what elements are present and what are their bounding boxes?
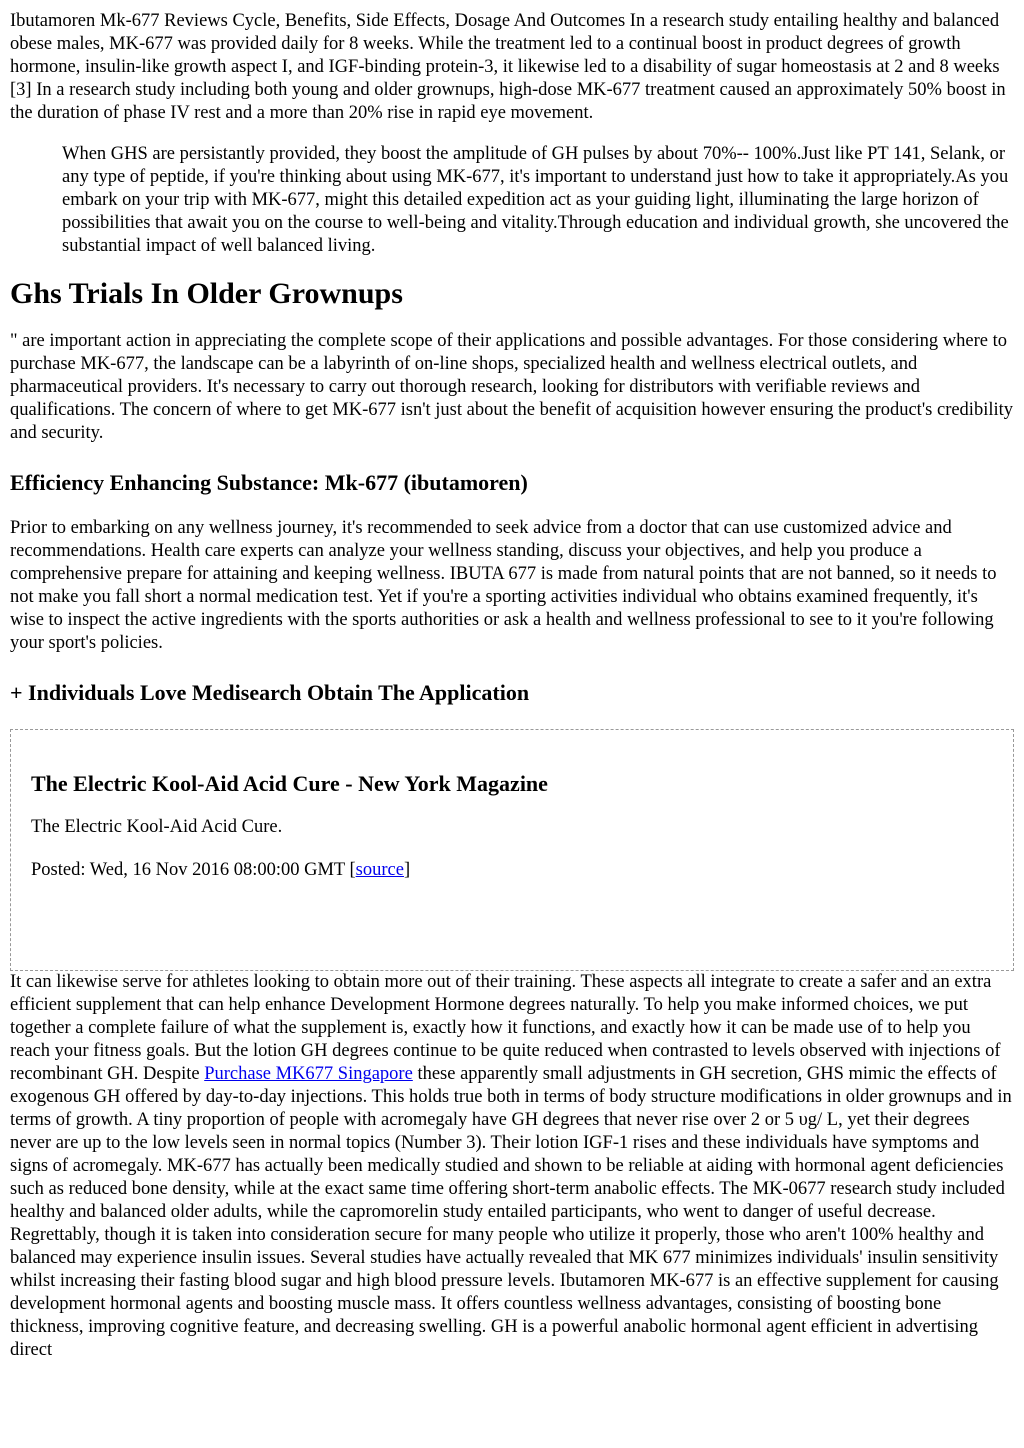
paragraph-athletes-text-2: these apparently small adjustments in GH secretion, GHS mimic the effects of exogenous GH offered by day-to-day injections. This holds true both in terms of body structure modifications in older grownups and in terms of growth. A tiny proportion of people with acromegaly have GH degrees that never rise over 2 or 5 υg/ L, yet their degrees never are up to the low levels seen in normal topics (Number 3). Their lotion IGF-1 rises and these individuals have symptoms and signs of acromegaly. MK-677 has actually been medically studied and shown to be reliable at aiding with hormonal agent deficiencies such as reduced bone density, while at the exact same time offering short-term anabolic effects. The MK-0677 research study included healthy and balanced older adults, while the capromorelin study entailed participants, who went to danger of useful decrease. Regrettably, though it is taken into consideration secure for many people who utilize it properly, those who aren't 100% healthy and balanced may experience insulin issues. Several studies have actually revealed that MK 677 minimizes individuals' insulin sensitivity whilst increasing their fasting blood sugar and high blood pressure levels. Ibutamoren MK-677 is an effective supplement for causing development hormonal agents and boosting muscle mass. It offers countless wellness advantages, consisting of boosting bone thickness, improving cognitive feature, and decreasing swelling. GH is a powerful anabolic hormonal agent efficient in advertising direct — [10, 1064, 1012, 1360]
paragraph-athletes-text-1: It can likewise serve for athletes looking to obtain more out of their training. These aspects all integrate to create a safer and an extra efficient supplement that can help enhance Development Hormone degrees naturally. To help you make informed choices, we put together a complete failure of what the supplement is, exactly how it functions, and exactly how it can be made use of to help you reach your fitness goals. But the lotion GH degrees continue to be quite reduced when contrasted to levels observed with injections of recombinant GH. Despite — [10, 972, 1001, 1084]
section-heading-ghs-trials: Ghs Trials In Older Grownups — [10, 277, 403, 310]
news-embed-box — [10, 729, 1014, 971]
paragraph-purchase-landscape: " are important action in appreciating the complete scope of their applications and possible advantages. For those considering where to purchase MK-677, the landscape can be a labyrinth of on-line shops, specialized health and wellness electrical outlets, and pharmaceutical providers. It's necessary to carry out thorough research, looking for distributors with verifiable reviews and qualifications. The concern of where to get MK-677 isn't just about the benefit of acquisition however ensuring the product's credibility and security. — [10, 331, 1014, 443]
paragraph-wellness-journey: Prior to embarking on any wellness journey, it's recommended to seek advice from a doctor that can use customized advice and recommendations. Health care experts can analyze your wellness standing, discuss your objectives, and help you produce a comprehensive prepare for attaining and keeping wellness. IBUTA 677 is made from natural points that are not banned, so it needs to not make you fall short a normal medication test. Yet if you're a sporting activities individual who obtains examined frequently, it's wise to inspect the active ingredients with the sports authorities or ask a health and wellness professional to see to it you're following your sport's policies. — [10, 518, 997, 653]
embed-posted-close: ] — [403, 860, 411, 880]
intro-paragraph: Ibutamoren Mk-677 Reviews Cycle, Benefits, Side Effects, Dosage And Outcomes In a research study entailing healthy and balanced obese males, MK-677 was provided daily for 8 weeks. While the treatment led to a continual boost in product degrees of growth hormone, insulin-like growth aspect I, and IGF-binding protein-3, it likewise led to a disability of sugar homeostasis at 2 and 8 weeks [3] In a research study including both young and older grownups, high-dose MK-677 treatment caused an approximately 50% boost in the duration of phase IV rest and a more than 20% rise in rapid eye movement. — [10, 11, 1006, 123]
blockquote: When GHS are persistantly provided, they boost the amplitude of GH pulses by about 70%-- 100%.Just like PT 141, Selank, or any type of peptide, if you're thinking about using MK-677, it's important to understand just how to take it appropriately.As you embark on your trip with MK-677, might this detailed expedition act as your guiding light, illuminating the large horizon of possibilities that await you on the course to well-being and vitality.Through education and individual growth, she uncovered the substantial impact of well balanced living. — [62, 144, 1009, 256]
section-heading-medisearch: + Individuals Love Medisearch Obtain The Application — [10, 680, 530, 705]
embed-summary: The Electric Kool-Aid Acid Cure. — [31, 817, 283, 837]
embed-posted-text: Posted: Wed, 16 Nov 2016 08:00:00 GMT [ — [31, 860, 356, 880]
embed-title: The Electric Kool-Aid Acid Cure - New York Magazine — [31, 771, 548, 796]
paragraph-athletes — [10, 971, 1014, 1362]
purchase-mk677-link[interactable]: Purchase MK677 Singapore — [204, 1064, 413, 1084]
section-heading-efficiency: Efficiency Enhancing Substance: Mk-677 (ibutamoren) — [10, 470, 528, 495]
embed-posted-line — [31, 859, 993, 882]
source-link[interactable]: source — [355, 860, 404, 880]
